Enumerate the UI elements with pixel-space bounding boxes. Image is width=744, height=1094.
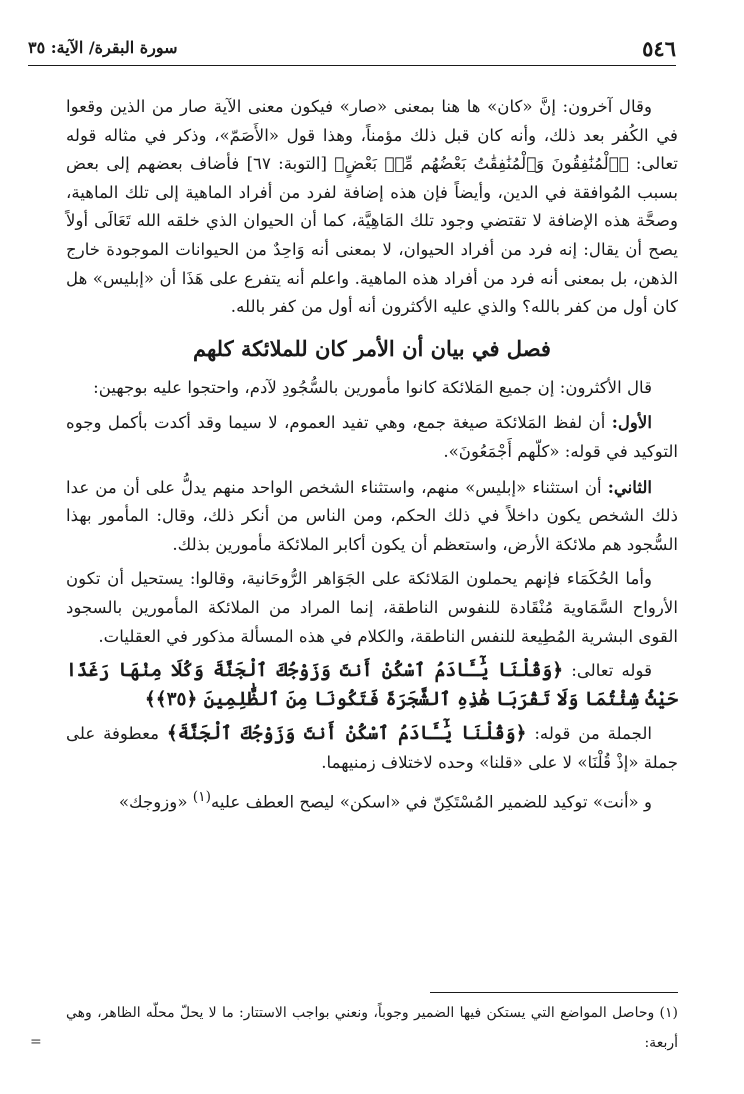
page-number: ٥٤٦ — [642, 36, 676, 61]
paragraph-5 — [66, 783, 678, 817]
second-point-text: أن استثناء «إبليس» منهم، واستثناء الشخص الواحد منهم يدلُّ على أن من عدا ذلك الشخص يكون داخلاً في ذلك الحكم، ومن الناس من أنكر ذلك، وقال: المأمور بهذا السُّجود هم ملائكة الأرض، واستعظم أن يكون أكابر الملائكة مأمورين بذلك. — [66, 477, 678, 554]
paragraph-5-end: «وزوجك» — [118, 793, 193, 812]
verse-paragraph — [66, 657, 678, 714]
paragraph-4 — [66, 720, 678, 777]
quran-verse: ﴿وَقُلْنَا يَٰٓـَٔادَمُ ٱسْكُنْ أَنتَ وَزَوْجُكَ ٱلْجَنَّةَ وَكُلَا مِنْهَا رَغَدًا حَيْثُ شِئْتُمَا وَلَا تَقْرَبَا هَٰذِهِ ٱلشَّجَرَةَ فَتَكُونَا مِنَ ٱلظَّٰلِمِينَ ﴿٣٥﴾﴾ — [66, 660, 678, 710]
paragraph-4-end: معطوفة على جملة «إذْ قُلْنَا» لا على «قلنا» وحده لاختلاف زمنيهما. — [66, 724, 678, 772]
paragraph-4-verse: ﴿وَقُلْنَا يَٰٓـَٔادَمُ ٱسْكُنْ أَنتَ وَزَوْجُكَ ٱلْجَنَّةَ﴾ — [166, 723, 527, 745]
verse-intro: قوله تعالى: — [563, 661, 652, 681]
footnote-reference: (١) — [192, 789, 212, 806]
paragraph-1: وقال آخرون: إنَّ «كان» ها هنا بمعنى «صار» فيكون معنى الآية صار من الذين وقعوا في الكُفر بعد ذلك، وأنه كان قبل ذلك مؤمناً، وهذا قول «الأَصَمّ»، وذكر في مثاله قوله تعالى: ﴿ٱلْمُنَٰفِقُونَ وَٱلْمُنَٰفِقَٰتُ بَعْضُهُم مِّنۢ بَعْضٍ﴾ [التوبة: ٦٧] فأضاف بعضهم إلى بعض بسبب المُوافقة في الدين، وأيضاً فإن هذه إضافة لفرد من أفراد الماهية إلى تلك الماهية، وصحَّة هذه الإضافة لا تقتضي وجود تلك المَاهِيَّة، كما أن الحيوان الذي خلقه الله تَعَالَى أولاً يصح أن يقال: إنه فرد من أفراد الحيوان، لا بمعنى أنه وَاحِدٌ من الحيوانات الموجودة خارج الذهن، بل بمعنى أنه فرد من أفراد هذه الماهية. واعلم أنه يتفرع على هَذَا أن «إبليس» هل كان أول من كفر بالله؟ والذي عليه الأكثرون أنه أول من كفر بالله. — [66, 97, 678, 317]
page-body — [66, 93, 678, 818]
first-point-label: الأول: — [611, 412, 652, 433]
second-point — [66, 473, 678, 560]
first-point-text: أن لفظ المَلائكة صيغة جمع، وهي تفيد العموم، لا سيما وقد أكدت بأكمل وجوه التوكيد في قوله: «كلّهم أَجْمَعُونَ». — [66, 413, 678, 461]
first-point — [66, 408, 678, 466]
paragraph-5-start: و «أنت» توكيد للضمير المُسْتَكِنّ في «اسكن» ليصح العطف عليه — [211, 793, 652, 812]
section-heading: فصل في بيان أن الأمر كان للملائكة كلهم — [193, 335, 551, 361]
sura-title: سورة البقرة/ الآية: ٣٥ — [28, 38, 178, 57]
paragraph-3: وأما الحُكَمَاء فإنهم يحملون المَلائكة على الجَوَاهر الرُّوحَانية، وقالوا: يستحيل أن تكون الأرواح السَّمَاوية مُنْقَادة للنفوس الناطقة، إنما المراد من الملائكة المأمورين بالسجود القوى البشرية المُطِيعة للنفس الناطقة، والكلام في هذه المسألة مذكور في العقليات. — [66, 569, 678, 646]
paragraph-2: قال الأكثرون: إن جميع المَلائكة كانوا مأمورين بالسُّجُودِ لآدم، واحتجوا عليه بوجهين: — [93, 377, 652, 397]
footnote-rule — [430, 992, 678, 993]
page-header — [28, 36, 676, 70]
margin-mark: = — [30, 1034, 42, 1050]
paragraph-4-start: الجملة من قوله: — [526, 724, 653, 744]
footnote: (١) وحاصل المواضع التي يستكن فيها الضمير وجوباً، ونعني بواجب الاستتار: ما لا يحلّ محلّه الظاهر، وهي أربعة: — [66, 1005, 678, 1051]
second-point-label: الثاني: — [607, 476, 652, 497]
header-rule — [28, 65, 676, 66]
